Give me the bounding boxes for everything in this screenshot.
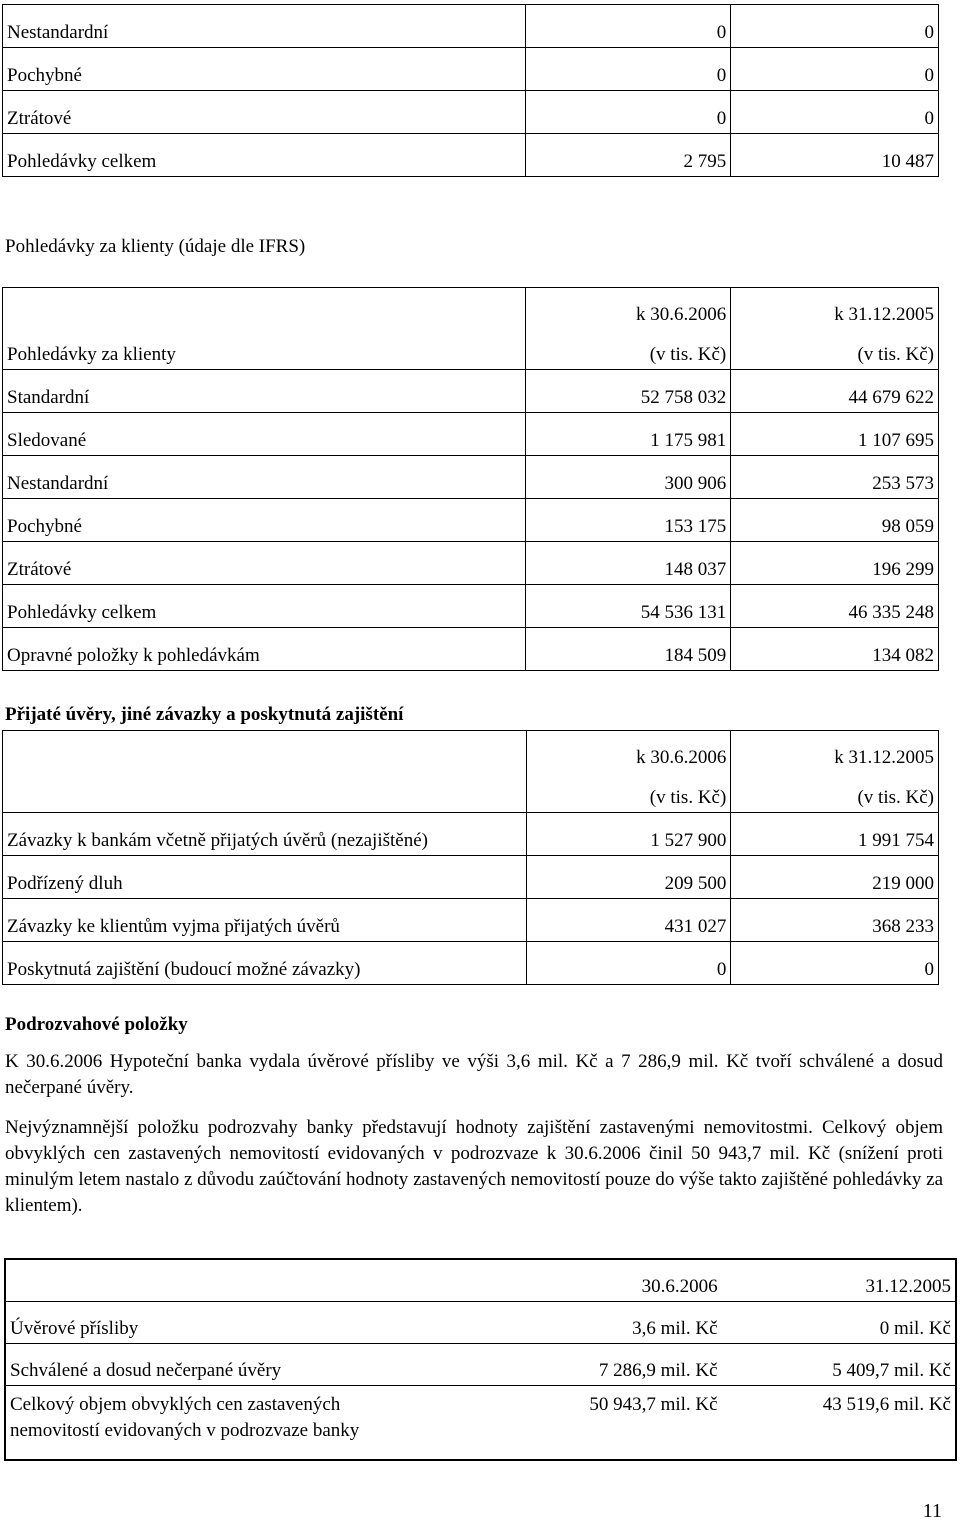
table-header-row	[3, 288, 939, 370]
row-label: Závazky ke klientům vyjma přijatých úvěrů	[3, 899, 527, 942]
table-row	[3, 628, 939, 671]
section-heading-podrozvahove-polozky: Podrozvahové položky	[5, 1014, 188, 1035]
row-label: Závazky k bankám včetně přijatých úvěrů (nezajištěné)	[3, 813, 527, 856]
table-row	[3, 813, 939, 856]
row-label: Opravné položky k pohledávkám	[3, 628, 526, 671]
section-heading-prijate-uvery: Přijaté úvěry, jiné závazky a poskytnutá zajištění	[5, 704, 404, 725]
value-2006: 300 906	[526, 456, 731, 499]
table-row	[3, 542, 939, 585]
table-row	[3, 48, 939, 91]
value-2006: 7 286,9 mil. Kč	[474, 1344, 721, 1386]
value-2006: 1 527 900	[526, 813, 731, 856]
table-podrozvaha	[4, 1258, 957, 1461]
row-label: Úvěrové přísliby	[5, 1302, 474, 1344]
value-2006: 209 500	[526, 856, 731, 899]
value-2006: 54 536 131	[526, 585, 731, 628]
value-2005: 134 082	[731, 628, 939, 671]
value-2005: 0	[731, 942, 939, 985]
table-header-row	[3, 731, 939, 813]
value-2006: 148 037	[526, 542, 731, 585]
header-date: k 30.6.2006	[635, 304, 727, 325]
row-label	[5, 1386, 474, 1461]
value-2006: 0	[526, 91, 731, 134]
value-2005: 98 059	[731, 499, 939, 542]
row-label-line: Celkový objem obvyklých cen zastavených	[10, 1394, 341, 1415]
header-unit: (v tis. Kč)	[649, 344, 727, 365]
value-2006: 52 758 032	[526, 370, 731, 413]
value-2005: 1 107 695	[731, 413, 939, 456]
value-2006: 50 943,7 mil. Kč	[474, 1386, 721, 1461]
header-empty	[3, 731, 527, 813]
header-col-2005: 31.12.2005	[722, 1259, 956, 1302]
row-label-line: nemovitostí evidovaných v podrozvaze banky	[10, 1420, 360, 1441]
header-empty	[5, 1259, 474, 1302]
value-2006: 0	[526, 942, 731, 985]
table-row	[5, 1344, 956, 1386]
table-row	[3, 134, 939, 177]
table-row	[5, 1302, 956, 1344]
header-col-2005	[731, 731, 939, 813]
value-2005: 0	[731, 5, 939, 48]
paragraph-zajisteni: Nejvýznamnější položku podrozvahy banky představují hodnoty zajištění zastavenými nemovitostmi. Celkový objem obvyklých cen zastavených nemovitostí evidovaných v podrozvaze k 30.6.2006 činil 50 943,7 mil. Kč (snížení proti minulým letem nastalo z důvodu zaúčtování hodnoty zastavených nemovitostí pouze do výše takto zajištěné pohledávky za klientem).	[5, 1117, 943, 1216]
row-label: Pohledávky celkem	[3, 134, 526, 177]
header-unit: (v tis. Kč)	[857, 344, 934, 365]
value-2005: 253 573	[731, 456, 939, 499]
table-row	[3, 456, 939, 499]
value-2006: 0	[526, 5, 731, 48]
header-col-2006	[526, 288, 731, 370]
value-2006: 1 175 981	[526, 413, 731, 456]
table-row	[3, 585, 939, 628]
paragraph-prisliby: K 30.6.2006 Hypoteční banka vydala úvěrové přísliby ve výši 3,6 mil. Kč a 7 286,9 mil. Kč tvoří schválené a dosud nečerpané úvěry.	[5, 1051, 943, 1098]
table-prijate-uvery	[2, 730, 939, 985]
table-row	[3, 856, 939, 899]
row-label: Schválené a dosud nečerpané úvěry	[5, 1344, 474, 1386]
value-2005: 0 mil. Kč	[722, 1302, 956, 1344]
header-unit: (v tis. Kč)	[649, 787, 727, 808]
row-label: Sledované	[3, 413, 526, 456]
value-2005: 219 000	[731, 856, 939, 899]
value-2006: 2 795	[526, 134, 731, 177]
value-2005: 368 233	[731, 899, 939, 942]
page-number: 11	[922, 1500, 942, 1522]
table-row	[3, 5, 939, 48]
value-2006: 0	[526, 48, 731, 91]
header-col-2006: 30.6.2006	[474, 1259, 721, 1302]
value-2006: 431 027	[526, 899, 731, 942]
row-label: Pochybné	[3, 499, 526, 542]
table-header-row	[5, 1259, 956, 1302]
row-label: Podřízený dluh	[3, 856, 527, 899]
value-2005: 44 679 622	[731, 370, 939, 413]
value-2005: 10 487	[731, 134, 939, 177]
table-row	[5, 1386, 956, 1461]
header-date: k 31.12.2005	[834, 304, 934, 325]
row-label: Ztrátové	[3, 542, 526, 585]
row-label: Pohledávky celkem	[3, 585, 526, 628]
row-label: Poskytnutá zajištění (budoucí možné závazky)	[3, 942, 527, 985]
row-label: Pochybné	[3, 48, 526, 91]
value-2005: 46 335 248	[731, 585, 939, 628]
value-2005: 0	[731, 48, 939, 91]
table-pohledavky-top	[2, 4, 939, 177]
table-row	[3, 499, 939, 542]
header-date: k 31.12.2005	[834, 747, 934, 768]
header-col-2005	[731, 288, 939, 370]
value-2006: 184 509	[526, 628, 731, 671]
value-2005: 196 299	[731, 542, 939, 585]
row-label: Standardní	[3, 370, 526, 413]
table-row	[3, 91, 939, 134]
value-2005: 1 991 754	[731, 813, 939, 856]
table-row	[3, 370, 939, 413]
table-row	[3, 942, 939, 985]
value-2005: 5 409,7 mil. Kč	[722, 1344, 956, 1386]
header-label: Pohledávky za klienty	[3, 288, 526, 370]
section-heading-pohledavky-za-klienty: Pohledávky za klienty (údaje dle IFRS)	[5, 236, 306, 257]
table-row	[3, 413, 939, 456]
row-label: Ztrátové	[3, 91, 526, 134]
header-unit: (v tis. Kč)	[857, 787, 934, 808]
header-col-2006	[526, 731, 731, 813]
row-label: Nestandardní	[3, 5, 526, 48]
value-2006: 153 175	[526, 499, 731, 542]
value-2005: 43 519,6 mil. Kč	[722, 1386, 956, 1461]
table-pohledavky-za-klienty	[2, 287, 939, 671]
header-date: k 30.6.2006	[636, 747, 727, 768]
table-row	[3, 899, 939, 942]
value-2006: 3,6 mil. Kč	[474, 1302, 721, 1344]
value-2005: 0	[731, 91, 939, 134]
row-label: Nestandardní	[3, 456, 526, 499]
